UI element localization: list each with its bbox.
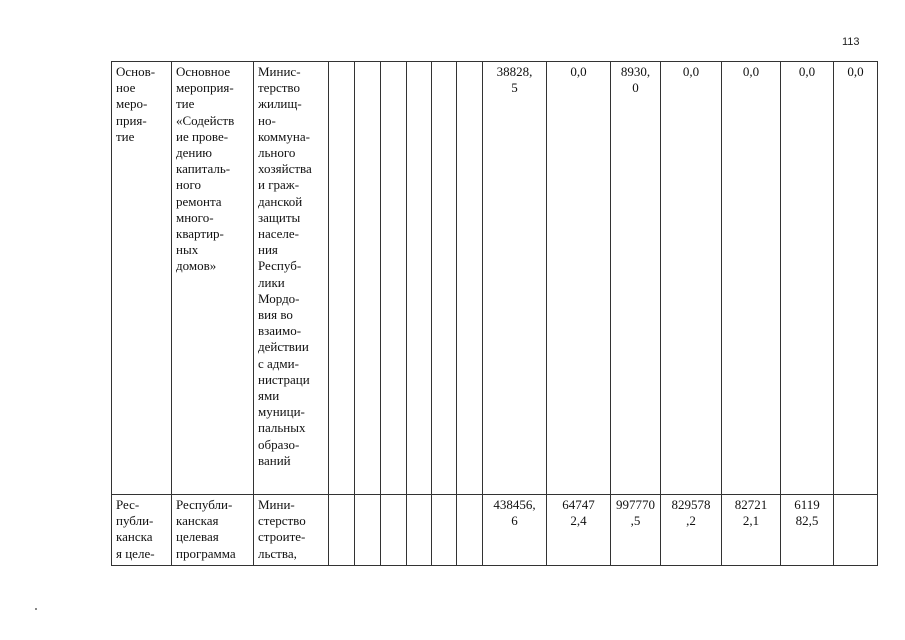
- cell-value: 0,0: [547, 62, 611, 495]
- cell-responsible: Мини- стерство строите- льства,: [254, 495, 329, 566]
- page-number: 113: [842, 36, 860, 48]
- cell-code: [329, 62, 355, 495]
- cell-value: 6119 82,5: [781, 495, 834, 566]
- cell-code: [457, 495, 483, 566]
- cell-code: [329, 495, 355, 566]
- cell-value: 0,0: [661, 62, 722, 495]
- cell-responsible: Минис- терство жилищ- но- коммуна- льного хозяйства и граж- данской защиты населе- ния Респуб- лики Мордо- вия во взаимо- действии с адми- нистраци ями муници- пальных образо- ваний: [254, 62, 329, 495]
- scan-speck: [35, 608, 37, 610]
- cell-value: 0,0: [722, 62, 781, 495]
- cell-code: [407, 495, 432, 566]
- cell-code: [432, 495, 457, 566]
- cell-value: 997770 ,5: [611, 495, 661, 566]
- cell-value: 82721 2,1: [722, 495, 781, 566]
- program-table: [111, 61, 878, 566]
- cell-value: 8930, 0: [611, 62, 661, 495]
- table-row: [112, 495, 878, 566]
- cell-code: [457, 62, 483, 495]
- cell-code: [381, 495, 407, 566]
- cell-value: 0,0: [834, 62, 878, 495]
- cell-value: 64747 2,4: [547, 495, 611, 566]
- cell-value: 38828, 5: [483, 62, 547, 495]
- cell-value: 438456, 6: [483, 495, 547, 566]
- cell-code: [381, 62, 407, 495]
- cell-name: Основное мероприя- тие «Содейств ие прове- дению капиталь- ного ремонта много- квартир- ных домов»: [172, 62, 254, 495]
- cell-value: 829578 ,2: [661, 495, 722, 566]
- cell-value: 0,0: [781, 62, 834, 495]
- cell-status: Основ- ное меро- прия- тие: [112, 62, 172, 495]
- cell-code: [432, 62, 457, 495]
- cell-code: [355, 62, 381, 495]
- cell-name: Республи- канская целевая программа: [172, 495, 254, 566]
- cell-status: Рес- публи- канска я целе-: [112, 495, 172, 566]
- cell-code: [407, 62, 432, 495]
- cell-code: [355, 495, 381, 566]
- table-row: [112, 62, 878, 495]
- cell-value: [834, 495, 878, 566]
